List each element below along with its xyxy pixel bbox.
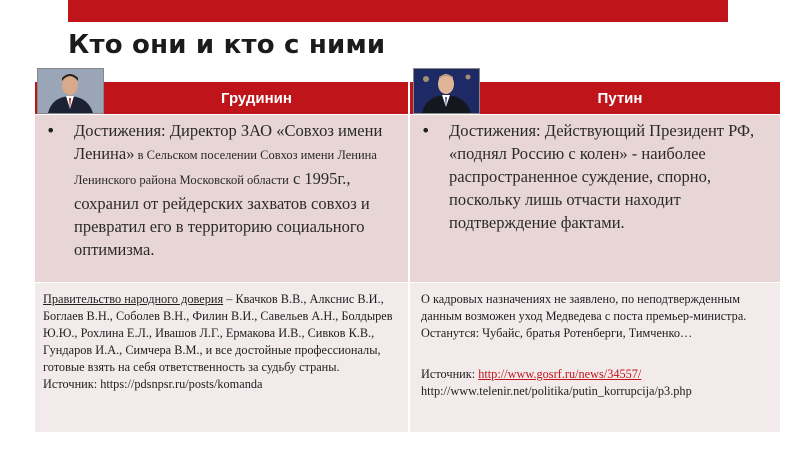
- header-putin-label: Путин: [597, 89, 643, 107]
- grudinin-achievements-cell: [35, 115, 408, 282]
- team-members: – Квачков В.В., Алкснис В.И., Боглаев В.Н., Соболев В.Н., Филин В.И., Савельев А.Н., Болдырев Ю.Ю., Рохлина Е.Л., Ивашов Л.Г., Ермакова И.В., Сивков К.В., Гундаров И.А., Симчера В.М., и все достойные профессионалы, готовые взять на себя ответственность за судьбу страны.: [43, 292, 393, 374]
- achievements-location: в Сельском поселении Совхоз имени Ленина Ленинского района Московской области: [74, 148, 377, 187]
- portrait-icon: [414, 69, 479, 113]
- top-accent-bar: [68, 0, 728, 22]
- achievements-tail: с 1995г., сохранил от рейдерских захватов совхоз и превратил его в территорию социального оптимизма.: [74, 169, 370, 259]
- putin-team-source2[interactable]: http://www.telenir.net/politika/putin_korrupcija/p3.php: [421, 384, 692, 398]
- putin-achievements-text: Достижения: Действующий Президент РФ, «поднял Россию с колен» - наиболее распространенное суждение, спорно, поскольку лишь отчасти находит подтверждение фактами.: [449, 121, 755, 232]
- putin-team-source: [421, 366, 770, 383]
- putin-achievements-cell: [410, 115, 780, 282]
- team-source: Источник: https://pdsnpsr.ru/posts/komanda: [43, 377, 263, 391]
- putin-team-cell: [410, 283, 780, 432]
- grudinin-achievements-text: [74, 119, 400, 261]
- source-label: Источник:: [421, 367, 479, 381]
- portrait-icon: [38, 69, 103, 113]
- achievements-lead: Достижения: Директор ЗАО «Совхоз имени Ленина»: [74, 121, 383, 163]
- source-link[interactable]: http://www.gosrf.ru/news/34557/: [478, 367, 642, 381]
- team-name: Правительство народного доверия: [43, 292, 224, 306]
- header-grudinin-label: Грудинин: [221, 89, 292, 107]
- grudinin-photo: [37, 68, 104, 114]
- putin-team-text: О кадровых назначениях не заявлено, по неподтвержденным данным возможен уход Медведева с поста премьер-министра.: [421, 292, 747, 323]
- slide-title: Кто они и кто с ними: [68, 30, 386, 60]
- comparison-table: [35, 82, 780, 432]
- grudinin-team-cell: [35, 283, 408, 432]
- bullet-icon: •: [421, 121, 431, 140]
- bullet-icon: •: [46, 121, 56, 140]
- putin-photo: [413, 68, 480, 114]
- putin-team-remaining: Останутся: Чубайс, братья Ротенберги, Тимченко…: [421, 326, 693, 340]
